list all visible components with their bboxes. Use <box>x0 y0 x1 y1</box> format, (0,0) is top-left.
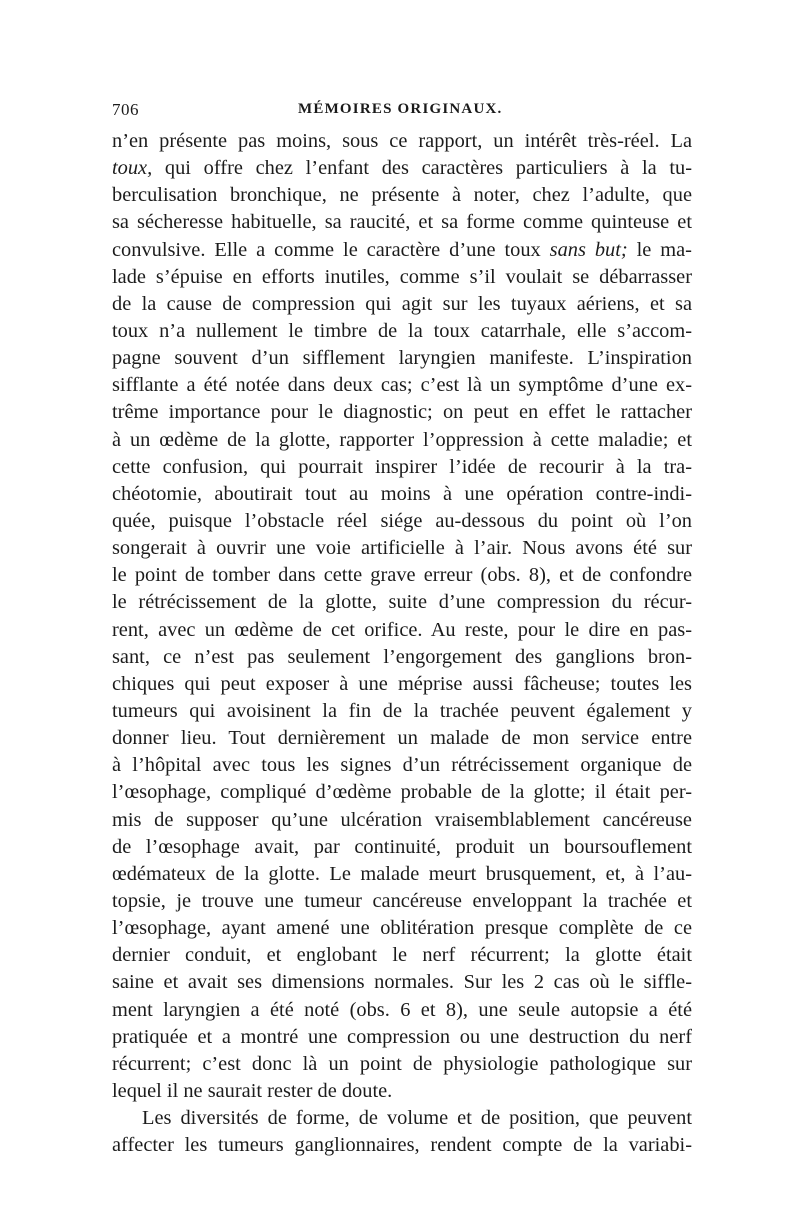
text-segment: chiques qui peut exposer à une méprise aussi fâcheuse; toutes les <box>112 672 692 695</box>
text-line <box>112 752 692 779</box>
text-line <box>112 427 692 454</box>
running-title: MÉMOIRES ORIGINAUX. <box>298 101 503 117</box>
italic-text: toux, <box>112 157 153 180</box>
text-segment: cette confusion, qui pourrait inspirer l’idée de recourir à la tra- <box>112 455 692 478</box>
text-segment: ment laryngien a été noté (obs. 6 et 8), une seule autopsie a été <box>112 998 692 1021</box>
text-segment: qui offre chez l’enfant des caractères particuliers à la tu- <box>152 157 692 180</box>
text-segment: récurrent; c’est donc là un point de physiologie pathologique sur <box>112 1052 692 1075</box>
text-line <box>112 128 692 155</box>
text-line <box>112 481 692 508</box>
text-line <box>112 182 692 209</box>
text-segment: œdémateux de la glotte. Le malade meurt brusquement, et, à l’au- <box>112 862 692 885</box>
text-segment: rent, avec un œdème de cet orifice. Au reste, pour le dire en pas- <box>112 618 692 641</box>
text-line <box>112 1132 692 1159</box>
text-segment: convulsive. Elle a comme le caractère d’une toux <box>112 238 550 261</box>
text-line <box>112 562 692 589</box>
text-segment: de l’œsophage avait, par continuité, produit un boursouflement <box>112 835 692 858</box>
text-line <box>112 264 692 291</box>
text-line <box>112 617 692 644</box>
text-segment: l’œsophage, compliqué d’œdème probable de la glotte; il était per- <box>112 781 692 804</box>
text-segment: le point de tomber dans cette grave erreur (obs. 8), et de confondre <box>112 564 692 587</box>
text-line <box>112 508 692 535</box>
text-line <box>112 834 692 861</box>
text-line <box>112 969 692 996</box>
text-segment: l’œsophage, ayant amené une oblitération presque complète de ce <box>112 917 692 940</box>
text-line <box>112 1078 692 1105</box>
text-segment: berculisation bronchique, ne présente à noter, chez l’adulte, que <box>112 184 692 207</box>
text-segment: trême importance pour le diagnostic; on peut en effet le rattacher <box>112 401 692 424</box>
body-text <box>112 128 692 1159</box>
text-segment: saine et avait ses dimensions normales. Sur les 2 cas où le siffle- <box>112 971 692 994</box>
text-line <box>112 291 692 318</box>
text-line <box>112 345 692 372</box>
text-line <box>112 155 692 182</box>
text-segment: chéotomie, aboutirait tout au moins à une opération contre-indi- <box>112 482 692 505</box>
text-line <box>112 942 692 969</box>
text-segment: de la cause de compression qui agit sur les tuyaux aériens, et sa <box>112 292 692 315</box>
text-line <box>112 779 692 806</box>
text-line <box>112 698 692 725</box>
text-segment: lade s’épuise en efforts inutiles, comme s’il voulait se débarrasser <box>112 265 692 288</box>
text-segment: sa sécheresse habituelle, sa raucité, et sa forme comme quinteuse et <box>112 211 692 234</box>
page-header <box>112 100 694 124</box>
text-line <box>112 589 692 616</box>
text-line <box>112 725 692 752</box>
page-number: 706 <box>112 100 139 119</box>
text-segment: Les diversités de forme, de volume et de position, que peuvent <box>142 1107 692 1130</box>
text-line <box>112 454 692 481</box>
text-line <box>112 915 692 942</box>
text-line <box>112 644 692 671</box>
text-segment: à un œdème de la glotte, rapporter l’oppression à cette maladie; et <box>112 428 692 451</box>
text-line <box>112 1051 692 1078</box>
text-segment: lequel il ne saurait rester de doute. <box>112 1079 393 1102</box>
text-segment: sifflante a été notée dans deux cas; c’est là un symptôme d’une ex- <box>112 374 692 397</box>
text-segment: tumeurs qui avoisinent la fin de la trachée peuvent également y <box>112 699 692 722</box>
text-line <box>112 209 692 236</box>
text-segment: sant, ce n’est pas seulement l’engorgement des ganglions bron- <box>112 645 692 668</box>
text-line <box>112 237 692 264</box>
text-segment: pagne souvent d’un sifflement laryngien manifeste. L’inspiration <box>112 347 692 370</box>
text-segment: donner lieu. Tout dernièrement un malade de mon service entre <box>112 727 692 750</box>
text-line <box>112 535 692 562</box>
text-line <box>112 399 692 426</box>
text-line <box>112 318 692 345</box>
text-segment: dernier conduit, et englobant le nerf récurrent; la glotte était <box>112 944 692 967</box>
text-segment: songerait à ouvrir une voie artificielle à l’air. Nous avons été sur <box>112 537 692 560</box>
text-segment: pratiquée et a montré une compression ou une destruction du nerf <box>112 1025 692 1048</box>
text-line <box>112 1024 692 1051</box>
text-segment: topsie, je trouve une tumeur cancéreuse enveloppant la trachée et <box>112 889 692 912</box>
text-segment: affecter les tumeurs ganglionnaires, rendent compte de la variabi- <box>112 1134 692 1157</box>
text-line <box>112 888 692 915</box>
text-line <box>112 372 692 399</box>
text-line <box>112 997 692 1024</box>
text-segment: mis de supposer qu’une ulcération vraisemblablement cancéreuse <box>112 808 692 831</box>
text-segment: à l’hôpital avec tous les signes d’un rétrécissement organique de <box>112 754 692 777</box>
text-line <box>112 671 692 698</box>
text-segment: le rétrécissement de la glotte, suite d’une compression du récur- <box>112 591 692 614</box>
italic-text: sans but; <box>549 238 628 261</box>
text-segment: quée, puisque l’obstacle réel siége au-dessous du point où l’on <box>112 509 692 532</box>
text-segment: n’en présente pas moins, sous ce rapport, un intérêt très-réel. La <box>112 130 692 152</box>
text-line <box>112 807 692 834</box>
text-segment: le ma- <box>627 238 692 261</box>
text-line <box>112 861 692 888</box>
text-line <box>112 1105 692 1132</box>
text-segment: toux n’a nullement le timbre de la toux catarrhale, elle s’accom- <box>112 319 692 342</box>
